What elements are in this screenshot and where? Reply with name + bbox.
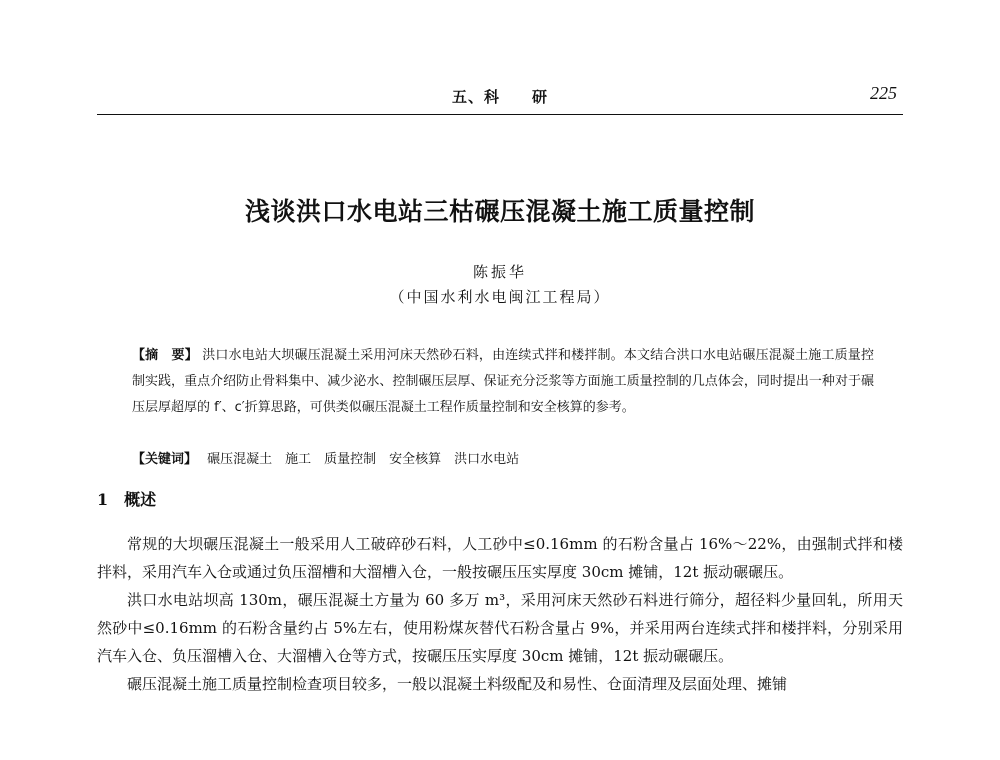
header-rule — [97, 114, 903, 115]
section-heading-overview: 1 概述 — [97, 490, 157, 509]
article-author: 陈振华 — [472, 263, 527, 281]
page-number: 225 — [870, 83, 897, 103]
keywords-text: 碾压混凝土 施工 质量控制 安全核算 洪口水电站 — [207, 452, 520, 467]
abstract-paragraph — [132, 343, 874, 421]
body-paragraph-3: 碾压混凝土施工质量控制检查项目较多，一般以混凝土料级配及和易性、仓面清理及层面处理、摊铺 — [127, 675, 788, 693]
body-paragraph-2: 洪口水电站坝高 130m，碾压混凝土方量为 60 多万 m³，采用河床天然砂石料进行筛分，超径料少量回轧，所用天然砂中≤0.16mm 的石粉含量约占 5%左右，使用粉煤灰替代石粉含量占 9%，并采用两台连续式拌和楼拌料，分别采用汽车入仓、负压溜槽入仓、大溜槽入仓等方式，按碾压压实厚度 30cm 摊铺，12t 振动碾碾压。 — [97, 591, 903, 665]
article-title: 浅谈洪口水电站三枯碾压混凝土施工质量控制 — [244, 197, 755, 226]
abstract — [132, 343, 874, 421]
running-header — [97, 83, 903, 114]
section-body — [97, 530, 903, 698]
author-affiliation: （中国水利水电闽江工程局） — [389, 288, 611, 306]
header-section-title: 五、科 研 — [451, 88, 548, 106]
keywords-label: 【关键词】 — [132, 452, 198, 467]
keywords-line — [132, 447, 874, 473]
abstract-text: 洪口水电站大坝碾压混凝土采用河床天然砂石料，由连续式拌和楼拌制。本文结合洪口水电站碾压混凝土施工质量控制实践，重点介绍防止骨料集中、减少泌水、控制碾压层厚、保证充分泛浆等方面施工质量控制的几点体会，同时提出一种对于碾压层厚超厚的 f′、c′折算思路，可供类似碾压混凝土工程作质量控制和安全核算的参考。 — [132, 348, 874, 415]
body-paragraph-1: 常规的大坝碾压混凝土一般采用人工破碎砂石料，人工砂中≤0.16mm 的石粉含量占 16%～22%，由强制式拌和楼拌料，采用汽车入仓或通过负压溜槽和大溜槽入仓，一般按碾压压实厚度 30cm 摊铺，12t 振动碾碾压。 — [97, 535, 903, 581]
abstract-label: 【摘 要】 — [132, 348, 198, 363]
